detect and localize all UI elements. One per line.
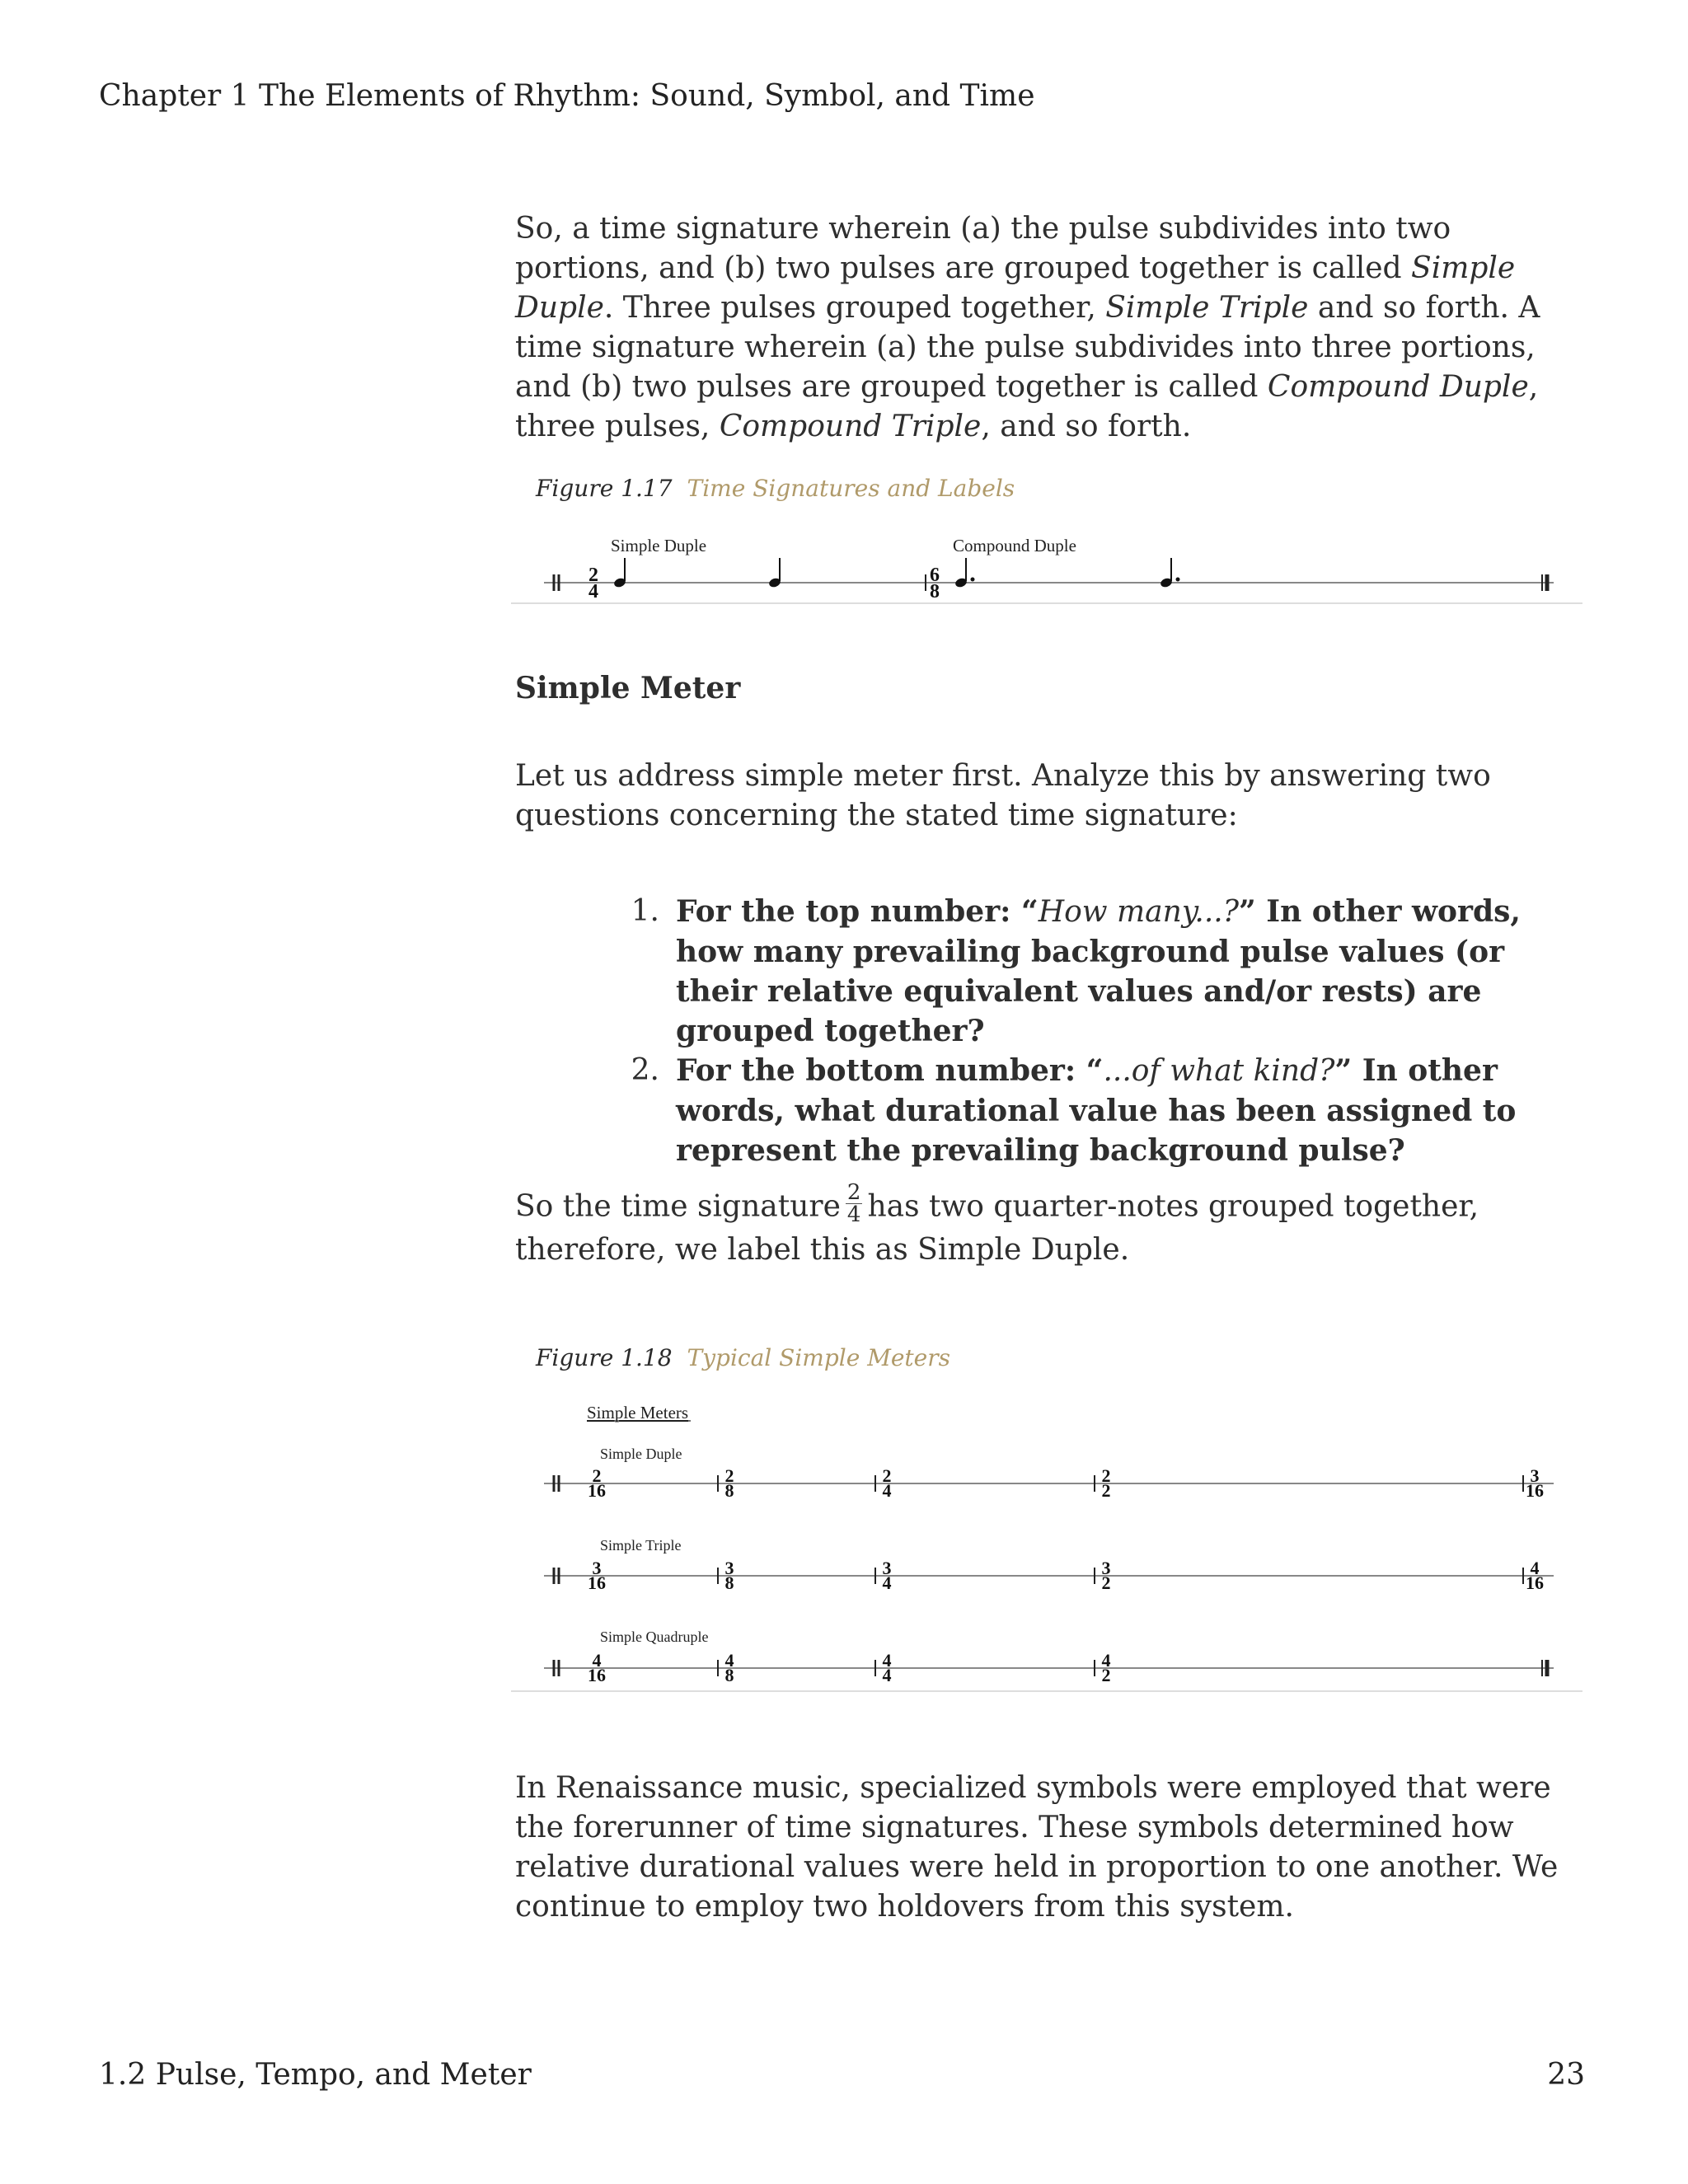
figure-caption-1-18 [536, 1344, 950, 1371]
figure-number: Figure 1.17 [536, 475, 673, 502]
label-compound-duple: Compound Duple [953, 536, 1076, 555]
time-sig-bottom: 8 [724, 1480, 734, 1501]
time-sig-top: 3 [1101, 1558, 1111, 1578]
text: has two quarter-notes grouped together, therefore, we label this as Simple Duple. [515, 1189, 1479, 1267]
text: ” In other words, how many prevailing background pulse values (or their relative equivalent values and/or rests) are grouped together? [676, 894, 1521, 1048]
text: . Three pulses grouped together, [603, 291, 1106, 325]
time-sig-bottom: 16 [588, 1480, 606, 1501]
time-sig-bottom: 16 [588, 1665, 606, 1685]
term-compound-duple: Compound Duple [1267, 370, 1529, 404]
term-simple-duple: Simple Duple [515, 251, 1516, 325]
quarter-note [768, 558, 782, 588]
meter-rows [544, 1446, 1554, 1685]
paragraph-example [515, 1180, 1603, 1270]
time-sig-bottom: 2 [1101, 1572, 1111, 1593]
paragraph-meter-types [515, 209, 1587, 447]
time-sig-bottom: 8 [724, 1572, 734, 1593]
time-sig-bottom: 4 [882, 1665, 892, 1685]
meter-row [544, 1537, 1554, 1593]
figure-title: Time Signatures and Labels [687, 475, 1015, 502]
inline-time-signature [846, 1182, 863, 1226]
time-sig-bottom: 8 [930, 581, 940, 602]
time-sig-top: 3 [724, 1558, 734, 1578]
term-compound-triple: Compound Triple [719, 410, 982, 443]
text: So, a time signature wherein (a) the pulse subdivides into two portions, and (b) two pulses are grouped together is called [515, 212, 1451, 285]
time-sig-bottom: 4 [588, 581, 598, 602]
text: , three pulses, [515, 370, 1539, 443]
time-sig-top: 2 [592, 1465, 602, 1486]
time-sig-top: 4 [724, 1650, 734, 1671]
figure-caption-1-17 [536, 475, 1015, 502]
meter-row [544, 1446, 1554, 1501]
text: So the time signature [515, 1189, 841, 1224]
figure-1-17-notation [511, 523, 1582, 606]
text: For the top number: “ [676, 894, 1039, 929]
list-item [626, 1051, 1566, 1170]
fraction-bottom: 4 [846, 1202, 861, 1227]
footer-section: 1.2 Pulse, Tempo, and Meter [99, 2058, 532, 2092]
list-item [626, 892, 1566, 1051]
time-sig-bottom: 16 [588, 1572, 606, 1593]
simple-meters-heading: Simple Meters [587, 1403, 689, 1422]
italic-text: ...of what kind? [1103, 1054, 1335, 1088]
running-head: Chapter 1 The Elements of Rhythm: Sound, Symbol, and Time [99, 79, 1035, 113]
time-sig-top: 4 [592, 1650, 602, 1671]
row-label: Simple Quadruple [600, 1629, 709, 1645]
italic-text: How many...? [1038, 895, 1240, 929]
paragraph-renaissance: In Renaissance music, specialized symbols were employed that were the forerunner of time signatures. These symbols determined how relative durational values were held in proportion to one another. We continue to employ two holdovers from this system. [515, 1771, 1559, 1924]
time-sig-top: 3 [882, 1558, 892, 1578]
time-sig-top: 3 [1530, 1465, 1540, 1486]
dotted-quarter-note [954, 558, 975, 588]
question-list [626, 892, 1566, 1170]
time-sig-top: 2 [1101, 1465, 1111, 1486]
page-number: 23 [1547, 2058, 1585, 2092]
row-label: Simple Triple [600, 1537, 682, 1554]
term-simple-triple: Simple Triple [1105, 291, 1309, 325]
time-sig-bottom: 16 [1526, 1572, 1544, 1593]
list-number: 2. [631, 1053, 659, 1087]
figure-title: Typical Simple Meters [687, 1344, 951, 1371]
time-sig-top: 2 [882, 1465, 892, 1486]
paragraph-intro: Let us address simple meter first. Analyze this by answering two questions concerning the stated time signature: [515, 759, 1491, 832]
fraction-top: 2 [846, 1180, 861, 1205]
section-heading: Simple Meter [515, 671, 741, 705]
time-sig-top: 4 [1101, 1650, 1111, 1671]
time-sig-bottom: 8 [724, 1665, 734, 1685]
time-sig-top: 4 [882, 1650, 892, 1671]
time-sig-bottom: 2 [1101, 1480, 1111, 1501]
time-sig-top: 4 [1530, 1558, 1540, 1578]
figure-number: Figure 1.18 [536, 1344, 673, 1371]
label-simple-duple: Simple Duple [611, 536, 707, 555]
time-sig-bottom: 4 [882, 1572, 892, 1593]
time-sig-top: 3 [592, 1558, 602, 1578]
text: and so forth. A time signature wherein (a) the pulse subdivides into three portions, and (b) two pulses are grouped together is called [515, 291, 1540, 404]
figure-1-18-notation [511, 1393, 1582, 1694]
list-number: 1. [631, 894, 659, 928]
text: , and so forth. [981, 410, 1192, 443]
time-sig-top: 2 [724, 1465, 734, 1486]
row-label: Simple Duple [600, 1446, 682, 1462]
quarter-note [613, 558, 627, 588]
time-sig-top: 2 [588, 565, 598, 586]
text: For the bottom number: “ [676, 1053, 1104, 1088]
time-sig-bottom: 16 [1526, 1480, 1544, 1501]
meter-row [544, 1629, 1554, 1685]
text: ” In other words, what durational value has been assigned to represent the prevailing background pulse? [676, 1053, 1517, 1168]
dotted-quarter-note [1160, 558, 1180, 588]
time-sig-bottom: 2 [1101, 1665, 1111, 1685]
time-sig-top: 6 [930, 565, 940, 586]
time-sig-bottom: 4 [882, 1480, 892, 1501]
